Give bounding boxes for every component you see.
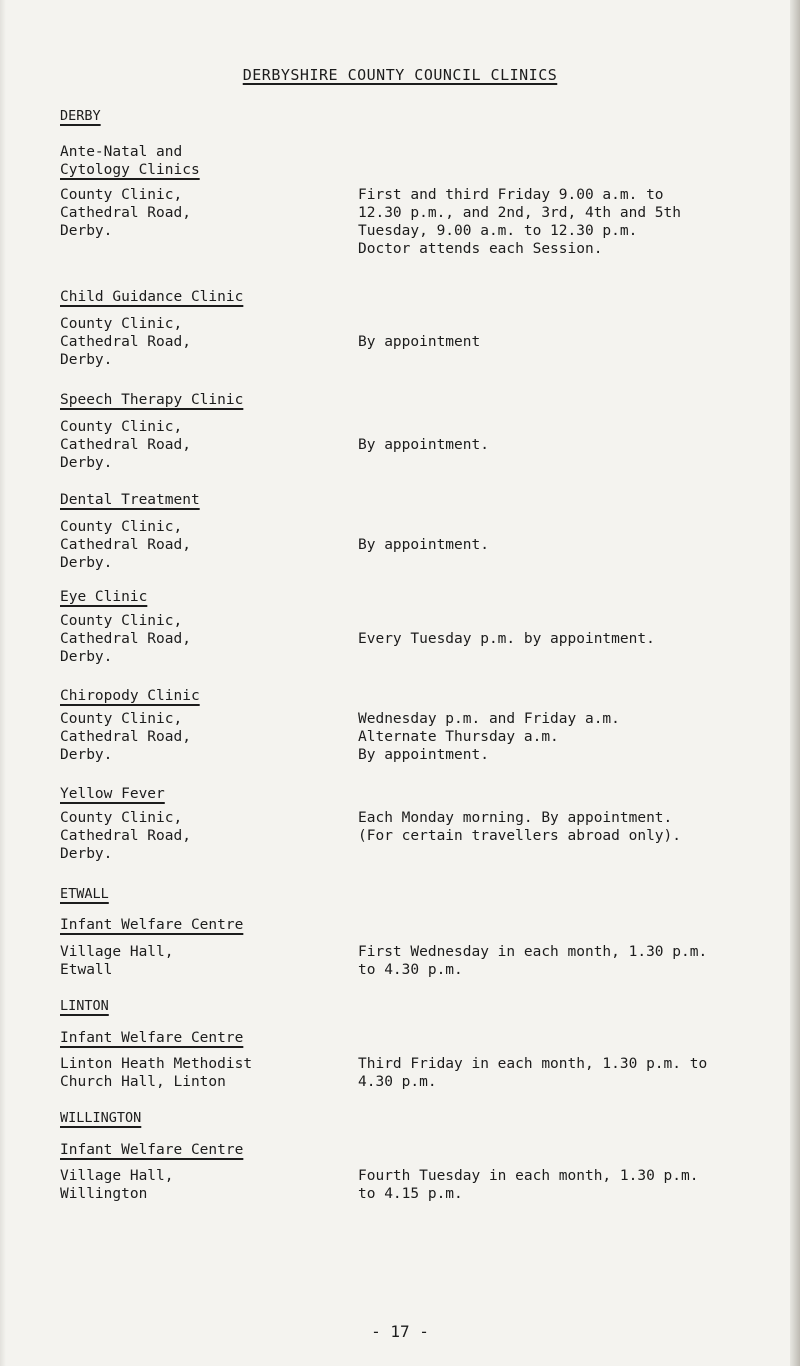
child-guidance-address-line3: Derby. <box>60 352 113 368</box>
etwall-address-line1: Village Hall, <box>60 944 174 960</box>
section-heading-linton: LINTON <box>60 998 109 1014</box>
page-edge-left <box>0 0 6 1366</box>
etwall-schedule-line2: to 4.30 p.m. <box>358 962 463 978</box>
child-guidance-schedule: By appointment <box>358 334 481 350</box>
antenatal-schedule-line2: 12.30 p.m., and 2nd, 3rd, 4th and 5th <box>358 205 682 221</box>
antenatal-address-line3: Derby. <box>60 223 113 239</box>
antenatal-schedule-line4: Doctor attends each Session. <box>358 241 603 257</box>
clinic-title-dental: Dental Treatment <box>60 492 200 508</box>
yellow-fever-schedule-line2: (For certain travellers abroad only). <box>358 828 682 844</box>
clinic-title-yellow-fever: Yellow Fever <box>60 786 165 802</box>
dental-address-line2: Cathedral Road, <box>60 537 191 553</box>
yellow-fever-address-line1: County Clinic, <box>60 810 183 826</box>
speech-address-line1: County Clinic, <box>60 419 183 435</box>
antenatal-address-line2: Cathedral Road, <box>60 205 191 221</box>
clinic-title-etwall-infant-welfare: Infant Welfare Centre <box>60 917 244 933</box>
chiropody-address-line2: Cathedral Road, <box>60 729 191 745</box>
linton-schedule-line2: 4.30 p.m. <box>358 1074 437 1090</box>
speech-address-line2: Cathedral Road, <box>60 437 191 453</box>
clinic-title-speech-therapy: Speech Therapy Clinic <box>60 392 244 408</box>
antenatal-schedule-line3: Tuesday, 9.00 a.m. to 12.30 p.m. <box>358 223 638 239</box>
section-heading-derby: DERBY <box>60 108 101 124</box>
section-heading-willington: WILLINGTON <box>60 1110 142 1126</box>
chiropody-schedule-line3: By appointment. <box>358 747 489 763</box>
willington-schedule-line1: Fourth Tuesday in each month, 1.30 p.m. <box>358 1168 699 1184</box>
speech-address-line3: Derby. <box>60 455 113 471</box>
clinic-title-linton-infant-welfare: Infant Welfare Centre <box>60 1030 244 1046</box>
willington-schedule-line2: to 4.15 p.m. <box>358 1186 463 1202</box>
eye-address-line1: County Clinic, <box>60 613 183 629</box>
page-header <box>0 66 800 84</box>
antenatal-address-line1: County Clinic, <box>60 187 183 203</box>
willington-address-line1: Village Hall, <box>60 1168 174 1184</box>
clinic-title-child-guidance: Child Guidance Clinic <box>60 289 244 305</box>
linton-schedule-line1: Third Friday in each month, 1.30 p.m. to <box>358 1056 708 1072</box>
page-title: DERBYSHIRE COUNTY COUNCIL CLINICS <box>242 66 558 84</box>
clinic-title-antenatal-line1: Ante-Natal and <box>60 144 183 160</box>
willington-address-line2: Willington <box>60 1186 148 1202</box>
chiropody-schedule-line1: Wednesday p.m. and Friday a.m. <box>358 711 620 727</box>
page-edge-right <box>790 0 800 1366</box>
eye-address-line3: Derby. <box>60 649 113 665</box>
page-number: - 17 - <box>371 1322 429 1341</box>
speech-schedule: By appointment. <box>358 437 489 453</box>
child-guidance-address-line1: County Clinic, <box>60 316 183 332</box>
yellow-fever-address-line3: Derby. <box>60 846 113 862</box>
clinic-title-willington-infant-welfare: Infant Welfare Centre <box>60 1142 244 1158</box>
clinic-title-chiropody: Chiropody Clinic <box>60 688 200 704</box>
chiropody-schedule-line2: Alternate Thursday a.m. <box>358 729 559 745</box>
section-heading-etwall: ETWALL <box>60 886 109 902</box>
chiropody-address-line1: County Clinic, <box>60 711 183 727</box>
linton-address-line1: Linton Heath Methodist <box>60 1056 253 1072</box>
etwall-address-line2: Etwall <box>60 962 113 978</box>
child-guidance-address-line2: Cathedral Road, <box>60 334 191 350</box>
linton-address-line2: Church Hall, Linton <box>60 1074 226 1090</box>
chiropody-address-line3: Derby. <box>60 747 113 763</box>
antenatal-schedule-line1: First and third Friday 9.00 a.m. to <box>358 187 664 203</box>
dental-schedule: By appointment. <box>358 537 489 553</box>
eye-schedule: Every Tuesday p.m. by appointment. <box>358 631 655 647</box>
etwall-schedule-line1: First Wednesday in each month, 1.30 p.m. <box>358 944 708 960</box>
yellow-fever-address-line2: Cathedral Road, <box>60 828 191 844</box>
clinic-title-antenatal-line2: Cytology Clinics <box>60 162 200 178</box>
yellow-fever-schedule-line1: Each Monday morning. By appointment. <box>358 810 673 826</box>
eye-address-line2: Cathedral Road, <box>60 631 191 647</box>
dental-address-line3: Derby. <box>60 555 113 571</box>
dental-address-line1: County Clinic, <box>60 519 183 535</box>
clinic-title-eye: Eye Clinic <box>60 589 148 605</box>
